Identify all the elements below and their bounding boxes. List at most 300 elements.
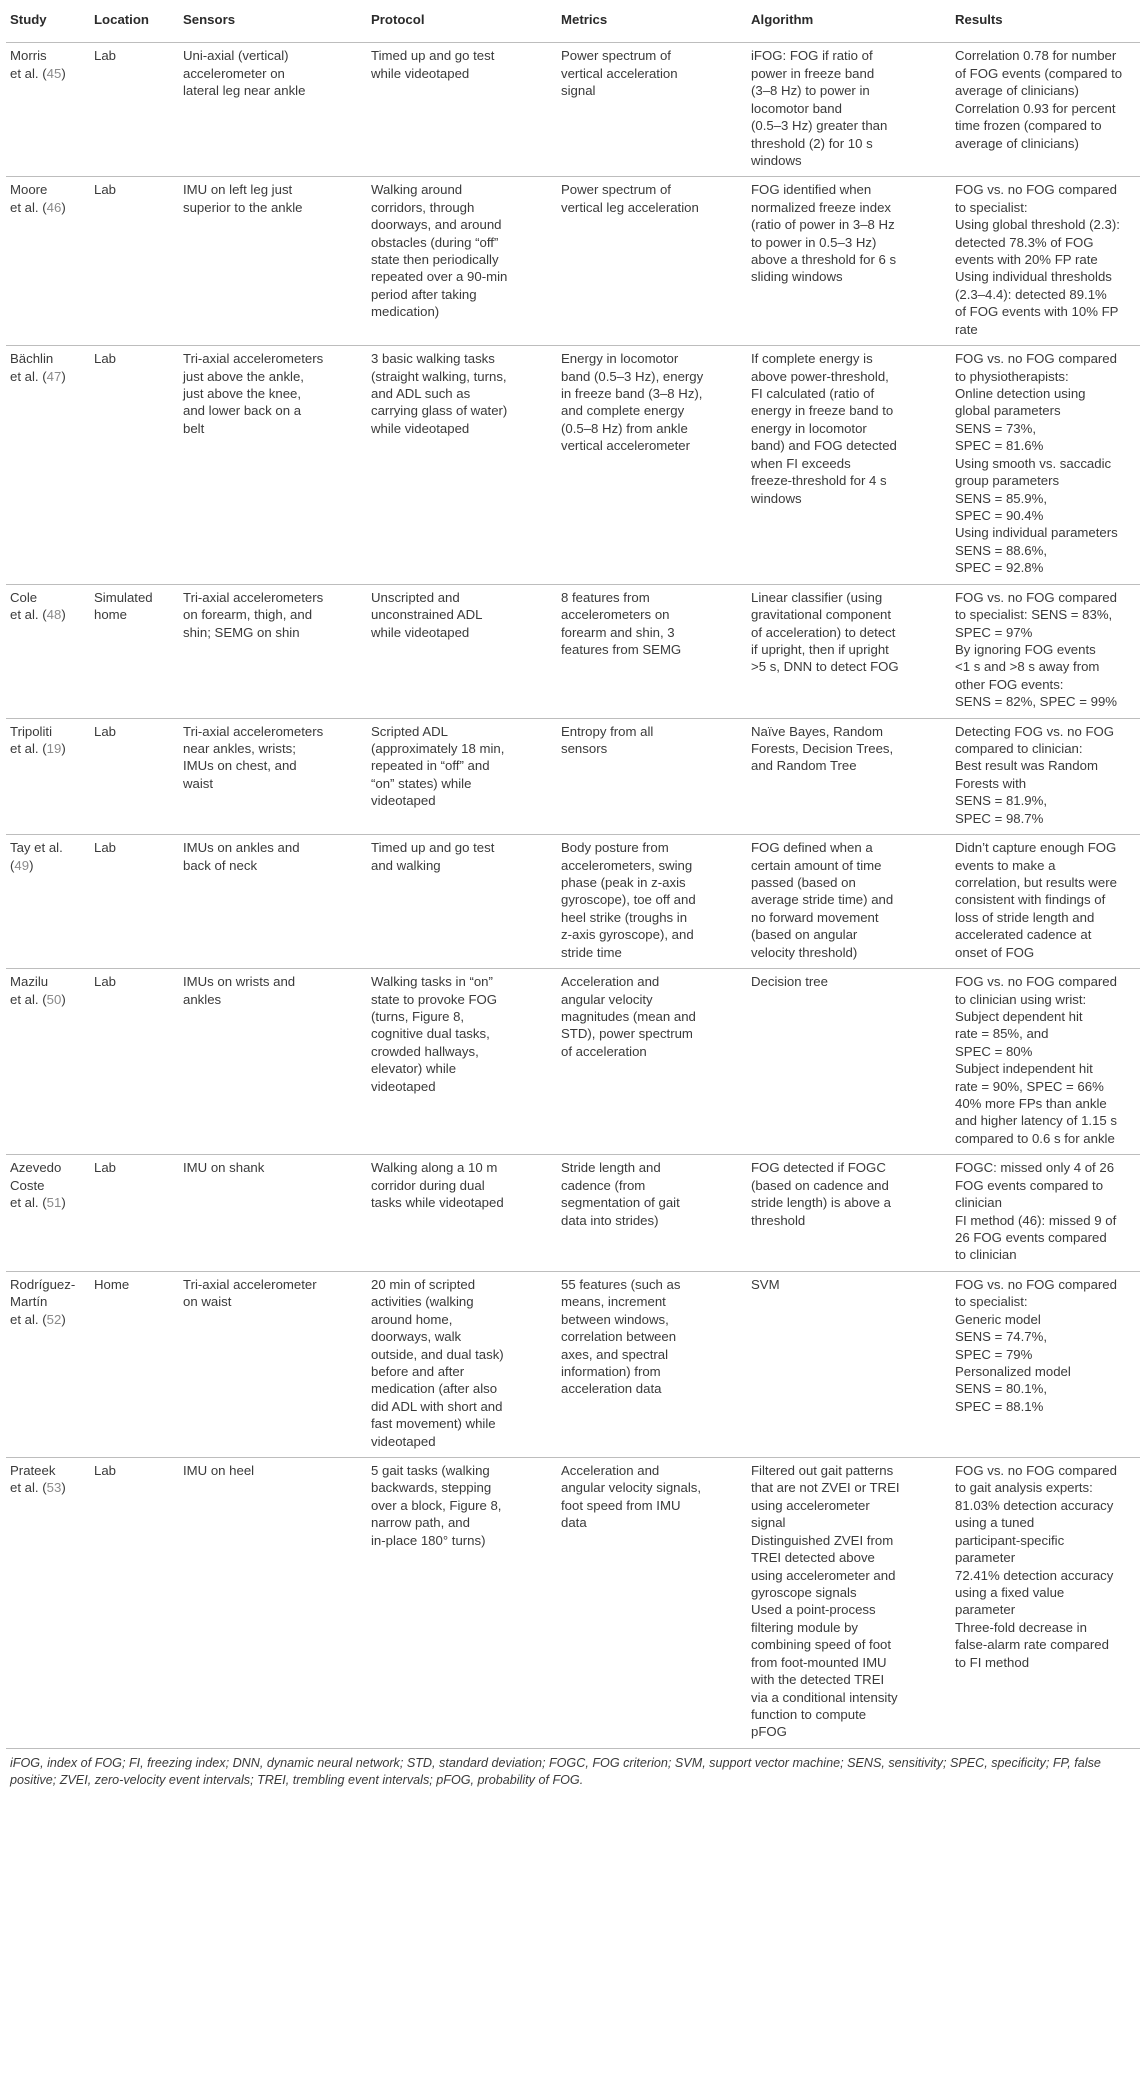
results-line: global parameters: [955, 403, 1061, 419]
results-line: average of clinicians): [955, 83, 1079, 99]
results-line: Three-fold decrease in: [955, 1619, 1087, 1635]
study-text: ): [61, 199, 66, 215]
algorithm-line: stride length) is above a: [751, 1195, 892, 1211]
location-line: home: [94, 607, 127, 623]
algorithm-line: If complete energy is: [751, 351, 873, 367]
location-line: Simulated: [94, 589, 153, 605]
cell-study: [6, 969, 90, 1155]
protocol-line: (turns, Figure 8,: [371, 1008, 465, 1024]
metrics-line: 55 features (such as: [561, 1276, 681, 1292]
study-text: ): [61, 1311, 66, 1327]
metrics-line: data into strides): [561, 1212, 659, 1228]
study-line: [10, 1462, 86, 1479]
cell-sensors: [179, 584, 367, 718]
algorithm-line: >5 s, DNN to detect FOG: [751, 659, 899, 675]
cell-sensors: [179, 177, 367, 346]
cell-protocol: [367, 177, 557, 346]
cell-location: [90, 969, 179, 1155]
cell-algorithm: [747, 584, 951, 718]
cell-results: [951, 969, 1140, 1155]
algorithm-line: Forests, Decision Trees,: [751, 741, 894, 757]
table-row: [6, 1271, 1140, 1457]
location-line: Lab: [94, 182, 117, 198]
sensors-line: Tri-axial accelerometers: [183, 351, 324, 367]
algorithm-line: (ratio of power in 3–8 Hz: [751, 217, 895, 233]
metrics-line: cadence (from: [561, 1177, 646, 1193]
header-metrics: Metrics: [557, 0, 747, 43]
study-line: [10, 723, 86, 740]
protocol-line: Scripted ADL: [371, 723, 448, 739]
study-line: [10, 1276, 86, 1293]
results-line: correlation, but results were: [955, 874, 1117, 890]
metrics-line: Energy in locomotor: [561, 351, 679, 367]
algorithm-line: energy in freeze band to: [751, 403, 894, 419]
results-line: of FOG events with 10% FP: [955, 304, 1119, 320]
table-row: [6, 1458, 1140, 1749]
study-text: et al. (: [10, 607, 47, 623]
cell-study: [6, 835, 90, 969]
protocol-line: period after taking: [371, 286, 477, 302]
study-line: [10, 857, 86, 874]
metrics-line: gyroscope), toe off and: [561, 892, 696, 908]
study-text: ): [61, 607, 66, 623]
algorithm-line: (based on angular: [751, 927, 858, 943]
algorithm-line: via a conditional intensity: [751, 1689, 898, 1705]
cell-location: [90, 718, 179, 835]
sensors-line: belt: [183, 420, 205, 436]
protocol-line: narrow path, and: [371, 1515, 470, 1531]
study-text: et al. (: [10, 199, 47, 215]
study-text: et al. (: [10, 1311, 47, 1327]
location-line: Lab: [94, 723, 117, 739]
metrics-line: correlation between: [561, 1329, 677, 1345]
algorithm-line: FI calculated (ratio of: [751, 386, 875, 402]
results-line: detected 78.3% of FOG: [955, 234, 1094, 250]
sensors-line: IMU on heel: [183, 1463, 255, 1479]
protocol-line: Walking around: [371, 182, 463, 198]
protocol-line: corridor during dual: [371, 1177, 485, 1193]
cell-protocol: [367, 969, 557, 1155]
algorithm-line: using accelerometer and: [751, 1567, 896, 1583]
study-line: [10, 991, 86, 1008]
results-line: Using smooth vs. saccadic: [955, 455, 1112, 471]
metrics-line: forearm and shin, 3: [561, 624, 675, 640]
protocol-line: doorways, walk: [371, 1329, 462, 1345]
sensors-line: waist: [183, 775, 214, 791]
algorithm-line: power in freeze band: [751, 65, 875, 81]
results-line: to specialist:: [955, 1294, 1028, 1310]
metrics-line: heel strike (troughs in: [561, 909, 688, 925]
protocol-line: Unscripted and: [371, 589, 460, 605]
results-line: SPEC = 97%: [955, 624, 1033, 640]
metrics-line: angular velocity: [561, 991, 653, 1007]
metrics-line: phase (peak in z-axis: [561, 874, 686, 890]
cell-metrics: [557, 177, 747, 346]
algorithm-line: threshold: [751, 1212, 806, 1228]
sensors-line: superior to the ankle: [183, 199, 303, 215]
metrics-line: of acceleration: [561, 1043, 647, 1059]
algorithm-line: function to compute: [751, 1706, 867, 1722]
header-row: [6, 0, 1140, 43]
header-results: Results: [951, 0, 1140, 43]
location-line: Lab: [94, 840, 117, 856]
results-line: SENS = 88.6%,: [955, 542, 1047, 558]
header-location: Location: [90, 0, 179, 43]
results-line: to clinician using wrist:: [955, 991, 1087, 1007]
study-text: et al. (: [10, 1195, 47, 1211]
algorithm-line: windows: [751, 490, 802, 506]
algorithm-line: Distinguished ZVEI from: [751, 1532, 894, 1548]
results-line: SPEC = 88.1%: [955, 1398, 1044, 1414]
table-row: [6, 346, 1140, 584]
cell-study: [6, 346, 90, 584]
protocol-line: Timed up and go test: [371, 840, 495, 856]
cell-protocol: [367, 718, 557, 835]
sensors-line: shin; SEMG on shin: [183, 624, 300, 640]
cell-metrics: [557, 1458, 747, 1749]
algorithm-line: filtering module by: [751, 1619, 859, 1635]
results-line: SENS = 80.1%,: [955, 1381, 1047, 1397]
cell-location: [90, 177, 179, 346]
cell-study: [6, 43, 90, 177]
algorithm-line: SVM: [751, 1276, 780, 1292]
results-line: compared to clinician:: [955, 741, 1083, 757]
reference-number: 52: [46, 1311, 62, 1327]
results-line: SPEC = 79%: [955, 1346, 1033, 1362]
results-line: false-alarm rate compared: [955, 1637, 1109, 1653]
table-body: [6, 43, 1140, 1748]
protocol-line: (approximately 18 min,: [371, 741, 505, 757]
results-line: using a tuned: [955, 1515, 1035, 1531]
results-line: compared to 0.6 s for ankle: [955, 1130, 1115, 1146]
cell-results: [951, 718, 1140, 835]
algorithm-line: Filtered out gait patterns: [751, 1463, 894, 1479]
results-line: to physiotherapists:: [955, 368, 1069, 384]
study-line: [10, 606, 86, 623]
study-line: [10, 839, 86, 856]
results-line: using a fixed value: [955, 1585, 1065, 1601]
algorithm-line: Naïve Bayes, Random: [751, 723, 883, 739]
protocol-line: Walking tasks in “on”: [371, 974, 493, 990]
sensors-line: on waist: [183, 1294, 232, 1310]
sensors-line: just above the ankle,: [183, 368, 304, 384]
cell-sensors: [179, 1271, 367, 1457]
protocol-line: elevator) while: [371, 1061, 457, 1077]
location-line: Lab: [94, 48, 117, 64]
metrics-line: Body posture from: [561, 840, 669, 856]
protocol-line: unconstrained ADL: [371, 607, 483, 623]
algorithm-line: Decision tree: [751, 974, 828, 990]
results-line: SPEC = 81.6%: [955, 438, 1044, 454]
cell-results: [951, 1458, 1140, 1749]
study-text: ): [61, 991, 66, 1007]
algorithm-line: certain amount of time: [751, 857, 882, 873]
protocol-line: state then periodically: [371, 252, 499, 268]
table-row: [6, 969, 1140, 1155]
cell-study: [6, 718, 90, 835]
algorithm-line: Linear classifier (using: [751, 589, 883, 605]
cell-location: [90, 1458, 179, 1749]
results-line: time frozen (compared to: [955, 118, 1102, 134]
table-row: [6, 718, 1140, 835]
cell-location: [90, 1271, 179, 1457]
metrics-line: sensors: [561, 741, 608, 757]
results-line: FOGC: missed only 4 of 26: [955, 1160, 1115, 1176]
results-line: 26 FOG events compared: [955, 1230, 1107, 1245]
protocol-line: did ADL with short and: [371, 1398, 503, 1414]
algorithm-line: combining speed of foot: [751, 1637, 892, 1653]
reference-number: 49: [14, 857, 30, 873]
cell-sensors: [179, 43, 367, 177]
algorithm-line: gravitational component: [751, 607, 892, 623]
header-protocol: Protocol: [367, 0, 557, 43]
study-text: Prateek: [10, 1463, 56, 1479]
study-text: Mazilu: [10, 974, 49, 990]
results-line: Detecting FOG vs. no FOG: [955, 723, 1115, 739]
metrics-line: accelerometers, swing: [561, 857, 693, 873]
cell-metrics: [557, 1271, 747, 1457]
metrics-line: vertical leg acceleration: [561, 199, 699, 215]
results-line: FOG events compared to: [955, 1177, 1104, 1193]
cell-protocol: [367, 43, 557, 177]
protocol-line: doorways, and around: [371, 217, 502, 233]
results-line: SENS = 82%, SPEC = 99%: [955, 694, 1117, 710]
study-text: ): [29, 857, 34, 873]
results-line: By ignoring FOG events: [955, 641, 1096, 657]
cell-results: [951, 346, 1140, 584]
results-line: Generic model: [955, 1311, 1041, 1327]
cell-location: [90, 835, 179, 969]
protocol-line: “on” states) while: [371, 775, 472, 791]
cell-algorithm: [747, 346, 951, 584]
algorithm-line: windows: [751, 152, 802, 168]
results-line: events with 20% FP rate: [955, 252, 1098, 268]
results-line: Using global threshold (2.3):: [955, 217, 1120, 233]
algorithm-line: above a threshold for 6 s: [751, 252, 897, 268]
algorithm-line: to power in 0.5–3 Hz): [751, 234, 877, 250]
results-line: 40% more FPs than ankle: [955, 1096, 1107, 1112]
metrics-line: Stride length and: [561, 1160, 661, 1176]
protocol-line: videotaped: [371, 793, 436, 809]
metrics-line: acceleration data: [561, 1381, 662, 1397]
header-study: Study: [6, 0, 90, 43]
study-line: [10, 973, 86, 990]
metrics-line: signal: [561, 83, 596, 99]
algorithm-line: band) and FOG detected: [751, 438, 897, 454]
results-line: FOG vs. no FOG compared: [955, 1276, 1117, 1292]
protocol-line: activities (walking: [371, 1294, 474, 1310]
metrics-line: angular velocity signals,: [561, 1480, 702, 1496]
study-line: [10, 1177, 86, 1194]
metrics-line: features from SEMG: [561, 641, 682, 657]
protocol-line: and walking: [371, 857, 441, 873]
results-line: onset of FOG: [955, 944, 1035, 960]
results-line: Subject dependent hit: [955, 1008, 1083, 1024]
metrics-line: (0.5–8 Hz) from ankle: [561, 420, 688, 436]
sensors-line: IMUs on chest, and: [183, 758, 297, 774]
algorithm-line: sliding windows: [751, 269, 843, 285]
results-line: parameter: [955, 1550, 1016, 1566]
cell-results: [951, 584, 1140, 718]
results-line: Correlation 0.78 for number: [955, 48, 1117, 64]
study-text: et al. (: [10, 368, 47, 384]
cell-study: [6, 1271, 90, 1457]
study-line: [10, 368, 86, 385]
results-line: FOG vs. no FOG compared: [955, 1463, 1117, 1479]
protocol-line: corridors, through: [371, 199, 475, 215]
algorithm-line: freeze-threshold for 4 s: [751, 473, 887, 489]
algorithm-line: normalized freeze index: [751, 199, 892, 215]
protocol-line: in-place 180° turns): [371, 1532, 486, 1548]
location-line: Lab: [94, 351, 117, 367]
study-text: ): [61, 65, 66, 81]
cell-algorithm: [747, 1155, 951, 1272]
results-line: participant-specific: [955, 1532, 1065, 1548]
metrics-line: means, increment: [561, 1294, 666, 1310]
cell-protocol: [367, 1458, 557, 1749]
protocol-line: tasks while videotaped: [371, 1195, 504, 1211]
protocol-line: videotaped: [371, 1433, 436, 1449]
metrics-line: z-axis gyroscope), and: [561, 927, 694, 943]
study-text: et al. (: [10, 741, 47, 757]
algorithm-line: TREI detected above: [751, 1550, 875, 1566]
results-line: Subject independent hit: [955, 1061, 1093, 1077]
sensors-line: IMU on left leg just: [183, 182, 293, 198]
cell-protocol: [367, 1155, 557, 1272]
protocol-line: cognitive dual tasks,: [371, 1026, 490, 1042]
location-line: Lab: [94, 974, 117, 990]
cell-protocol: [367, 1271, 557, 1457]
protocol-line: fast movement) while: [371, 1416, 496, 1432]
cell-protocol: [367, 584, 557, 718]
results-line: to clinician: [955, 1247, 1017, 1263]
algorithm-line: when FI exceeds: [751, 455, 851, 471]
study-line: [10, 1311, 86, 1328]
study-text: Cole: [10, 589, 38, 605]
study-line: [10, 181, 86, 198]
study-text: Moore: [10, 182, 48, 198]
metrics-line: Acceleration and: [561, 1463, 660, 1479]
results-line: events to make a: [955, 857, 1056, 873]
footnote-line: FP, false positive; ZVEI, zero-velocity event intervals; TREI, trembling event intervals; pFOG, probability of FOG.: [10, 1755, 1101, 1787]
cell-metrics: [557, 1155, 747, 1272]
results-line: to FI method: [955, 1654, 1030, 1670]
cell-algorithm: [747, 835, 951, 969]
study-line: [10, 1159, 86, 1176]
results-line: rate = 90%, SPEC = 66%: [955, 1078, 1104, 1094]
results-line: clinician: [955, 1195, 1002, 1211]
algorithm-line: FOG identified when: [751, 182, 872, 198]
reference-number: 46: [46, 199, 62, 215]
reference-number: 19: [46, 741, 62, 757]
reference-number: 50: [46, 991, 62, 1007]
protocol-line: 20 min of scripted: [371, 1276, 476, 1292]
cell-study: [6, 584, 90, 718]
results-line: of FOG events (compared to: [955, 65, 1123, 81]
sensors-line: Tri-axial accelerometer: [183, 1276, 317, 1292]
results-line: parameter: [955, 1602, 1016, 1618]
study-text: ): [61, 741, 66, 757]
results-line: <1 s and >8 s away from: [955, 659, 1100, 675]
sensors-line: Tri-axial accelerometers: [183, 589, 324, 605]
header-algorithm: Algorithm: [747, 0, 951, 43]
cell-results: [951, 835, 1140, 969]
cell-algorithm: [747, 969, 951, 1155]
results-line: Correlation 0.93 for percent: [955, 100, 1116, 116]
cell-protocol: [367, 346, 557, 584]
results-line: FI method (46): missed 9 of: [955, 1212, 1117, 1228]
study-text: et al. (: [10, 991, 47, 1007]
cell-location: [90, 346, 179, 584]
algorithm-line: passed (based on: [751, 874, 856, 890]
protocol-line: state to provoke FOG: [371, 991, 498, 1007]
metrics-line: between windows,: [561, 1311, 669, 1327]
table-row: [6, 584, 1140, 718]
metrics-line: STD), power spectrum: [561, 1026, 693, 1042]
protocol-line: 5 gait tasks (walking: [371, 1463, 490, 1479]
results-line: to gait analysis experts:: [955, 1480, 1093, 1496]
metrics-line: data: [561, 1515, 587, 1531]
location-line: Home: [94, 1276, 130, 1292]
results-line: FOG vs. no FOG compared: [955, 974, 1117, 990]
protocol-line: medication (after also: [371, 1381, 498, 1397]
algorithm-line: velocity threshold): [751, 944, 858, 960]
study-text: Morris: [10, 48, 47, 64]
algorithm-line: with the detected TREI: [751, 1672, 885, 1688]
results-line: and higher latency of 1.15 s: [955, 1113, 1118, 1129]
results-line: SENS = 81.9%,: [955, 793, 1047, 809]
algorithm-line: (0.5–3 Hz) greater than: [751, 118, 888, 134]
study-line: [10, 1194, 86, 1211]
study-line: [10, 350, 86, 367]
metrics-line: 8 features from: [561, 589, 650, 605]
protocol-line: crowded hallways,: [371, 1043, 479, 1059]
metrics-line: Power spectrum of: [561, 48, 671, 64]
results-line: SENS = 73%,: [955, 420, 1036, 436]
algorithm-line: if upright, then if upright: [751, 641, 889, 657]
results-line: rate = 85%, and: [955, 1026, 1049, 1042]
location-line: Lab: [94, 1160, 117, 1176]
algorithm-line: gyroscope signals: [751, 1585, 857, 1601]
study-line: [10, 740, 86, 757]
cell-sensors: [179, 969, 367, 1155]
protocol-line: Timed up and go test: [371, 48, 495, 64]
protocol-line: around home,: [371, 1311, 453, 1327]
cell-study: [6, 1458, 90, 1749]
sensors-line: accelerometer on: [183, 65, 285, 81]
protocol-line: and ADL such as: [371, 386, 471, 402]
cell-sensors: [179, 346, 367, 584]
results-line: SENS = 85.9%,: [955, 490, 1047, 506]
algorithm-line: from foot-mounted IMU: [751, 1654, 887, 1670]
sensors-line: ankles: [183, 991, 222, 1007]
cell-results: [951, 1271, 1140, 1457]
study-text: (: [10, 857, 15, 873]
results-line: SPEC = 98.7%: [955, 810, 1044, 826]
metrics-line: band (0.5–3 Hz), energy: [561, 368, 704, 384]
algorithm-line: (based on cadence and: [751, 1177, 889, 1193]
algorithm-line: threshold (2) for 10 s: [751, 135, 873, 151]
results-line: to specialist: SENS = 83%,: [955, 607, 1113, 623]
results-line: Using individual parameters: [955, 525, 1118, 541]
metrics-line: segmentation of gait: [561, 1195, 680, 1211]
sensors-line: and lower back on a: [183, 403, 302, 419]
algorithm-line: that are not ZVEI or TREI: [751, 1480, 900, 1496]
cell-location: [90, 1155, 179, 1272]
sensors-line: lateral leg near ankle: [183, 83, 306, 99]
metrics-line: Acceleration and: [561, 974, 660, 990]
cell-location: [90, 43, 179, 177]
